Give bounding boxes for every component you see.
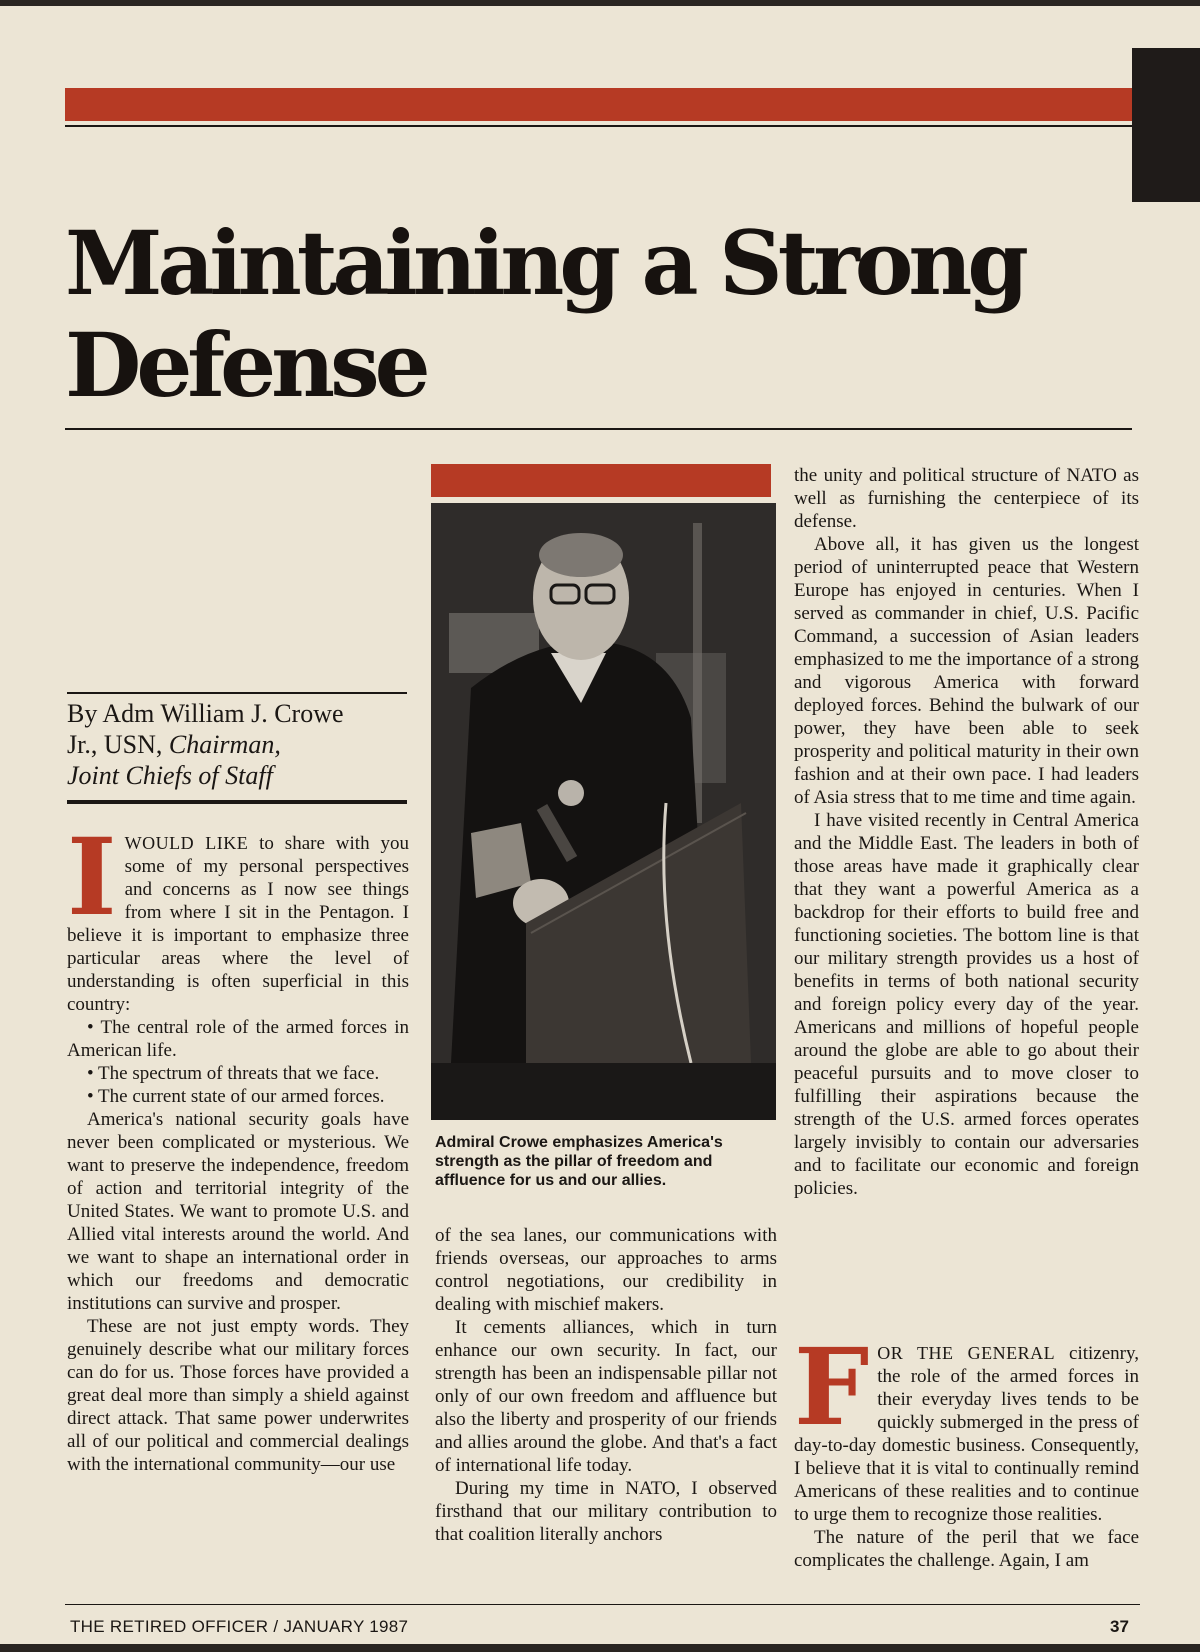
article-column-1	[67, 814, 409, 1476]
footer-rule	[65, 1604, 1140, 1605]
bullet-item-1: • The central role of the armed forces in American life.	[67, 1017, 409, 1061]
title-line-1: Maintaining a Strong	[65, 211, 1024, 315]
admiral-at-podium-photo	[431, 503, 776, 1120]
byline-role-2: Joint Chiefs of Staff	[67, 761, 273, 790]
byline-top-rule	[67, 692, 407, 694]
paragraph-nato: During my time in NATO, I observed firsthand that our military contribution to that coalition literally anchors	[435, 1478, 777, 1545]
article-column-3	[794, 464, 1139, 1200]
byline-suffix: Jr., USN,	[67, 730, 163, 759]
lead-caps-2: OR THE GENERAL	[877, 1343, 1056, 1363]
title-rule	[65, 428, 1132, 430]
paragraph-central-america: I have visited recently in Central America and the Middle East. The leaders in both of those areas have made it graphically clear that they want a powerful America as a backdrop for their efforts to build free and functioning societies. The bottom line is that our military strength provides us a host of benefits in terms of both national security and foreign policy every day of the year. Americans and millions of hopeful people around the globe are able to go about their peaceful pursuits and to move closer to fulfilling their aspirations because the strength of the U.S. armed forces operates largely invisibly to contain our adversaries and to facilitate our economic and foreign policies.	[794, 810, 1139, 1199]
dropcap-i: I	[67, 814, 117, 939]
paragraph-intro	[67, 814, 409, 1016]
bullet-item-2: • The spectrum of threats that we face.	[87, 1063, 380, 1084]
paragraph-citizenry	[794, 1324, 1139, 1526]
page-top-edge	[0, 0, 1200, 6]
paragraph-peril: The nature of the peril that we face complicates the challenge. Again, I am	[794, 1527, 1139, 1571]
paragraph-peace: Above all, it has given us the longest period of uninterrupted peace that Western Europe has enjoyed in centuries. When I served as commander in chief, U.S. Pacific Command, a succession of Asian leaders emphasized to me the importance of a strong and vigorous America with forward deployed forces. Behind the bulwark of our power, they have been able to seek prosperity and political maturity in their own fashion and at their own pace. I had leaders of Asia stress that to me time and time again.	[794, 534, 1139, 808]
citizenry-text: citizenry, the role of the armed forces in their everyday lives tends to be quickly submerged in the press of day-to-day domestic business. Consequently, I believe that it is vital to continually remind Americans of these realities and to continue to urge them to recognize those realities.	[794, 1343, 1139, 1525]
paragraph-alliances: It cements alliances, which in turn enhance our own security. In fact, our strength has been an indispensable pillar not only of our own freedom and affluence but also the liberty and prosperity of our friends and allies around the globe. And that's a fact of international life today.	[435, 1317, 777, 1476]
photo-caption: Admiral Crowe emphasizes America's strength as the pillar of freedom and affluence for us and our allies.	[435, 1134, 723, 1189]
page-number: 37	[1110, 1617, 1129, 1636]
byline-author: By Adm William J. Crowe	[67, 699, 344, 728]
article-title	[65, 212, 1125, 416]
paragraph-sea-lanes: of the sea lanes, our communications with friends overseas, our approaches to arms control negotiations, our credibility in dealing with mischief makers.	[435, 1225, 777, 1315]
top-rule	[65, 125, 1132, 127]
paragraph-goals: America's national security goals have never been complicated or mysterious. We want to preserve the independence, freedom of action and territorial integrity of the United States. We want to promote U.S. and Allied vital interests around the world. And we want to shape an international order in which our freedoms and democratic institutions can survive and prosper.	[67, 1109, 409, 1314]
byline-role-1: Chairman,	[168, 730, 281, 759]
article-column-2	[435, 1224, 777, 1546]
footer-publication: THE RETIRED OFFICER / JANUARY 1987	[70, 1617, 409, 1636]
byline-bottom-rule	[67, 800, 407, 804]
top-red-bar	[65, 88, 1132, 121]
article-column-3-lower	[794, 1324, 1139, 1572]
dropcap-f: F	[794, 1324, 870, 1449]
paragraph-unity: the unity and political structure of NATO as well as furnishing the centerpiece of its defense.	[794, 465, 1139, 532]
intro-text: to share with you some of my personal perspectives and concerns as I now see things from where I sit in the Pentagon. I believe it is important to emphasize three particular areas where the level of understanding is often superficial in this country:	[67, 833, 409, 1015]
byline	[67, 698, 407, 791]
bullet-item-3: • The current state of our armed forces.	[87, 1086, 385, 1107]
lead-caps: WOULD LIKE	[124, 833, 249, 853]
title-line-2: Defense	[65, 313, 426, 417]
paragraph-empty-words: These are not just empty words. They genuinely describe what our military forces can do for us. Those forces have provided a great deal more than simply a shield against direct attack. That same power underwrites all of our political and commercial dealings with the international community—our use	[67, 1316, 409, 1475]
photo-illustration	[431, 503, 776, 1120]
page-bottom-edge	[0, 1644, 1200, 1652]
side-tab-marker	[1132, 48, 1200, 202]
photo-red-bar	[431, 464, 771, 497]
